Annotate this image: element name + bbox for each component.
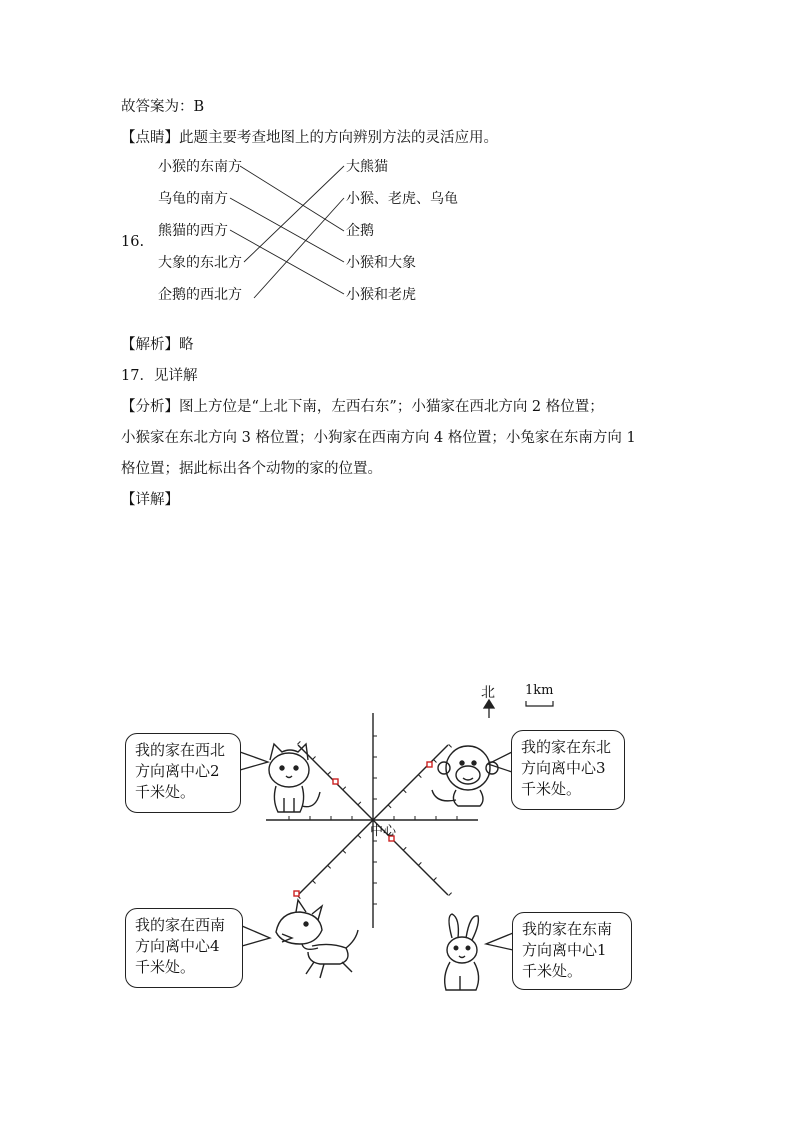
cat-text-2: 方向离中心2	[135, 762, 220, 780]
axis-tick	[403, 847, 406, 850]
axis-tick	[388, 805, 391, 808]
axis-tick	[433, 760, 436, 763]
axis-tick	[343, 850, 346, 853]
axis-tick	[418, 862, 421, 865]
match-left-5: 企鹅的西北方	[158, 287, 242, 303]
monkey-speech-bubble	[511, 730, 625, 810]
rabbit-icon	[445, 914, 479, 990]
analysis-line: 【解析】略	[121, 337, 194, 353]
monkey-text-1: 我的家在东北	[521, 738, 612, 756]
rabbit-text-3: 千米处。	[522, 962, 583, 980]
question-16-number: 16.	[121, 234, 145, 250]
match-right-2: 小猴、老虎、乌龟	[346, 191, 458, 207]
match-right-3: 企鹅	[346, 223, 374, 239]
dog-text-2: 方向离中心4	[135, 937, 220, 955]
dog-text-1: 我的家在西南	[135, 916, 226, 934]
axis-tick	[343, 787, 346, 790]
detail-line: 【详解】	[121, 492, 179, 508]
monkey-text-2: 方向离中心3	[521, 759, 606, 777]
match-left-2: 乌龟的南方	[158, 191, 228, 207]
match-left-4: 大象的东北方	[158, 255, 242, 271]
fenxi-line-3: 格位置；据此标出各个动物的家的位置。	[121, 461, 382, 477]
axis-tick	[403, 790, 406, 793]
axis-tick	[433, 877, 436, 880]
question-17-line: 17．见详解	[121, 368, 198, 384]
rabbit-text-2: 方向离中心1	[522, 941, 607, 959]
match-line-1	[240, 166, 344, 231]
axis-tick	[418, 775, 421, 778]
monkey-text-3: 千米处。	[521, 780, 582, 798]
cat-icon	[269, 744, 320, 812]
axis-tick	[358, 802, 361, 805]
monkey-icon	[432, 746, 498, 806]
cat-text-3: 千米处。	[135, 783, 196, 801]
point-line: 【点睛】此题主要考查地图上的方向辨别方法的灵活应用。	[121, 130, 498, 146]
cat-bubble-tail	[240, 752, 268, 770]
match-right-1: 大熊猫	[346, 159, 388, 175]
axis-tick	[358, 835, 361, 838]
rabbit-speech-bubble	[512, 912, 632, 990]
rabbit-bubble-tail	[486, 933, 513, 950]
scale-label: 1km	[525, 683, 554, 698]
north-label: 北	[481, 685, 495, 701]
match-right-5: 小猴和老虎	[346, 287, 416, 303]
center-label: 中心	[370, 824, 397, 839]
match-line-5	[254, 198, 344, 298]
answer-line: 故答案为：B	[121, 99, 205, 115]
axis-tick	[313, 757, 316, 760]
cat-text-1: 我的家在西北	[135, 741, 226, 759]
dog-home-marker	[294, 891, 299, 896]
scale-bar	[526, 701, 553, 706]
axis-tick	[449, 893, 452, 896]
matching-lines	[230, 166, 344, 298]
axis-tick	[328, 865, 331, 868]
match-left-3: 熊猫的西方	[158, 223, 228, 239]
axis-tick	[313, 880, 316, 883]
match-left-1: 小猴的东南方	[158, 159, 242, 175]
north-arrow-icon	[484, 700, 494, 718]
dog-speech-bubble	[125, 908, 243, 988]
fenxi-line-2: 小猴家在东北方向 3 格位置；小狗家在西南方向 4 格位置；小兔家在东南方向 1	[121, 430, 636, 446]
cat-speech-bubble	[125, 733, 241, 813]
cat-home-marker	[333, 779, 338, 784]
axis-tick	[449, 744, 452, 747]
axis-tick	[297, 741, 300, 744]
monkey-home-marker	[427, 762, 432, 767]
match-right-4: 小猴和大象	[346, 255, 416, 271]
dog-bubble-tail	[242, 926, 270, 946]
fenxi-line-1: 【分析】图上方位是“上北下南，左西右东”；小猫家在西北方向 2 格位置；	[121, 399, 604, 415]
match-line-2	[230, 198, 344, 262]
rabbit-text-1: 我的家在东南	[522, 920, 613, 938]
dog-icon	[276, 900, 358, 978]
axis-tick	[328, 772, 331, 775]
dog-text-3: 千米处。	[135, 958, 196, 976]
